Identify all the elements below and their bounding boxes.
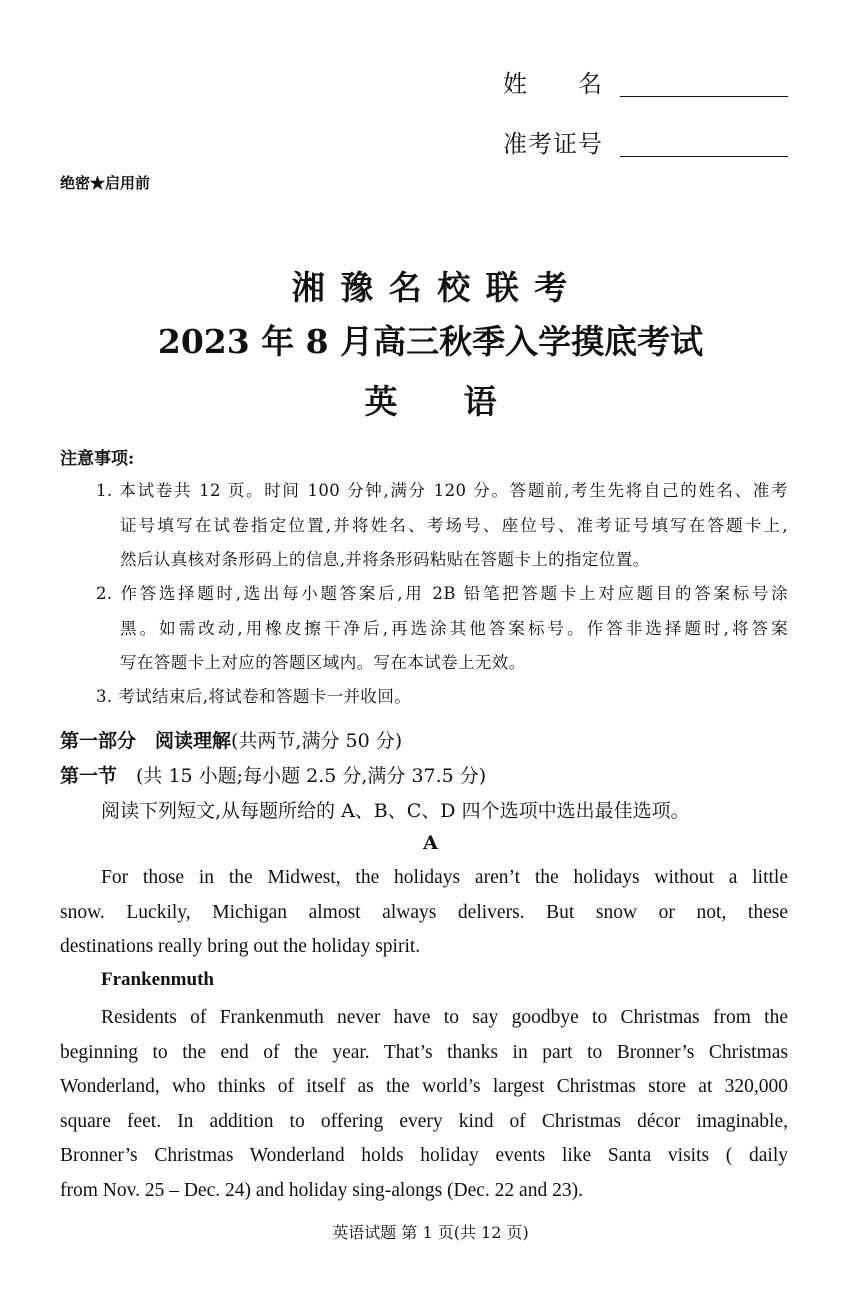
section-heading-bold: 第一节 (60, 765, 118, 787)
notice-item-2-line: 写在答题卡上对应的答题区域内。写在本试卷上无效。 (120, 653, 526, 672)
exam-id-label: 准考证号 (503, 130, 603, 158)
notice-item-1-line: 1. 本试卷共 12 页。时间 100 分钟,满分 120 分。答题前,考生先将自己的姓名、准考 (96, 481, 788, 500)
subject-title: 英 语 (364, 382, 497, 421)
part-heading-detail: (共两节,满分 50 分) (231, 730, 403, 752)
part-heading (60, 726, 402, 753)
exam-title: 2023 年 8 月高三秋季入学摸底考试 (157, 322, 704, 361)
notice-item-2-line: 2. 作答选择题时,选出每小题答案后,用 2B 铅笔把答题卡上对应题目的答案标号涂 (96, 584, 788, 603)
page-footer: 英语试题 第 1 页(共 12 页) (332, 1223, 529, 1242)
notice-item-2-line: 黑。如需改动,用橡皮擦干净后,再选涂其他答案标号。作答非选择题时,将答案 (120, 618, 788, 638)
notice-item-3-line: 3. 考试结束后,将试卷和答题卡一并收回。 (96, 687, 412, 706)
notice-item-2 (96, 577, 788, 681)
passage-paragraph-2 (60, 1001, 788, 1208)
passage-subheading: Frankenmuth (101, 969, 214, 990)
passage-letter: A (423, 832, 438, 854)
section-heading-detail: (共 15 小题;每小题 2.5 分,满分 37.5 分) (117, 765, 487, 787)
part-heading-bold: 第一部分 阅读理解 (60, 730, 232, 752)
paragraph-line: from Nov. 25 – Dec. 24) and holiday sing-alongs (Dec. 22 and 23). (60, 1179, 583, 1201)
exam-id-field[interactable] (620, 156, 788, 157)
confidential-mark: 绝密★启用前 (60, 174, 151, 192)
notice-item-1 (96, 474, 788, 578)
paragraph-line: beginning to the end of the year. That’s thanks in part to Bronner’s Christmas (60, 1041, 788, 1063)
notice-item-3 (96, 680, 788, 715)
section-heading (60, 761, 486, 788)
exam-union-title: 湘 豫 名 校 联 考 (291, 268, 570, 307)
reading-instruction: 阅读下列短文,从每题所给的 A、B、C、D 四个选项中选出最佳选项。 (101, 800, 690, 822)
name-field[interactable] (620, 96, 788, 97)
paragraph-line: Bronner’s Christmas Wonderland holds holiday events like Santa visits ( daily (60, 1145, 788, 1166)
paragraph-line: Residents of Frankenmuth never have to say goodbye to Christmas from the (101, 1007, 788, 1028)
paragraph-line: Wonderland, who thinks of itself as the world’s largest Christmas store at 320,000 (60, 1076, 788, 1097)
paragraph-line: For those in the Midwest, the holidays aren’t the holidays without a little (101, 867, 788, 888)
paragraph-line: destinations really bring out the holiday spirit. (60, 936, 421, 957)
passage-paragraph-1 (60, 861, 788, 965)
name-label: 姓 名 (503, 70, 603, 98)
paragraph-line: snow. Luckily, Michigan almost always delivers. But snow or not, these (60, 901, 788, 923)
notice-heading: 注意事项: (60, 449, 135, 469)
paragraph-line: square feet. In addition to offering every kind of Christmas décor imaginable, (60, 1110, 788, 1132)
notice-item-1-line: 证号填写在试卷指定位置,并将姓名、考场号、座位号、准考证号填写在答题卡上, (120, 515, 788, 535)
notice-item-1-line: 然后认真核对条形码上的信息,并将条形码粘贴在答题卡上的指定位置。 (120, 550, 650, 569)
